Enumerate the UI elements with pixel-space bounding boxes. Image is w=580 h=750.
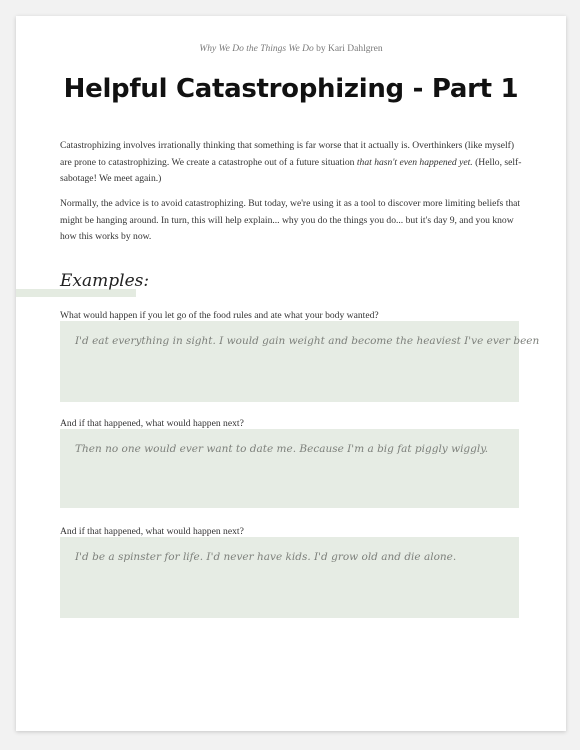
intro-text-a: Catastrophizing involves irrationally thinking that something is far worse that it actually is. Overthinkers (like myself) are prone to catastrophizing. We create a catastrophe out of a future situation xyxy=(60,140,515,168)
intro-text-b: (Hello, self-sabotage! We meet again.) xyxy=(60,156,522,184)
example-answer-box-2[interactable] xyxy=(60,429,519,508)
example-answer-2: Then no one would ever want to date me. Because I'm a big fat piggly wiggly. xyxy=(75,443,489,455)
worksheet-page xyxy=(16,16,566,731)
example-question-3: And if that happened, what would happen next? xyxy=(60,526,244,537)
example-answer-box-3[interactable] xyxy=(60,537,519,618)
intro-paragraph-2: Normally, the advice is to avoid catastrophizing. But today, we're using it as a tool to discover more limiting beliefs that might be hanging around. In turn, this will help explain... why you do the things you do... but it's day 9, and you know how this works by now. xyxy=(60,198,521,242)
page-header xyxy=(16,44,566,54)
example-question-1: What would happen if you let go of the food rules and ate what your body wanted? xyxy=(60,310,379,321)
examples-heading: Examples: xyxy=(60,271,150,291)
example-answer-3: I'd be a spinster for life. I'd never have kids. I'd grow old and die alone. xyxy=(75,551,457,563)
page-title: Helpful Catastrophizing - Part 1 xyxy=(63,74,519,104)
intro-text-emphasis: that hasn't even happened yet. xyxy=(356,156,473,168)
author-byline: by Kari Dahlgren xyxy=(313,44,383,54)
example-answer-1: I'd eat everything in sight. I would gain weight and become the heaviest I've ever been xyxy=(75,335,540,347)
book-title: Why We Do the Things We Do xyxy=(199,44,314,54)
intro-paragraph-1 xyxy=(60,138,522,188)
example-question-2: And if that happened, what would happen next? xyxy=(60,418,244,429)
example-answer-box-1[interactable] xyxy=(60,321,540,402)
